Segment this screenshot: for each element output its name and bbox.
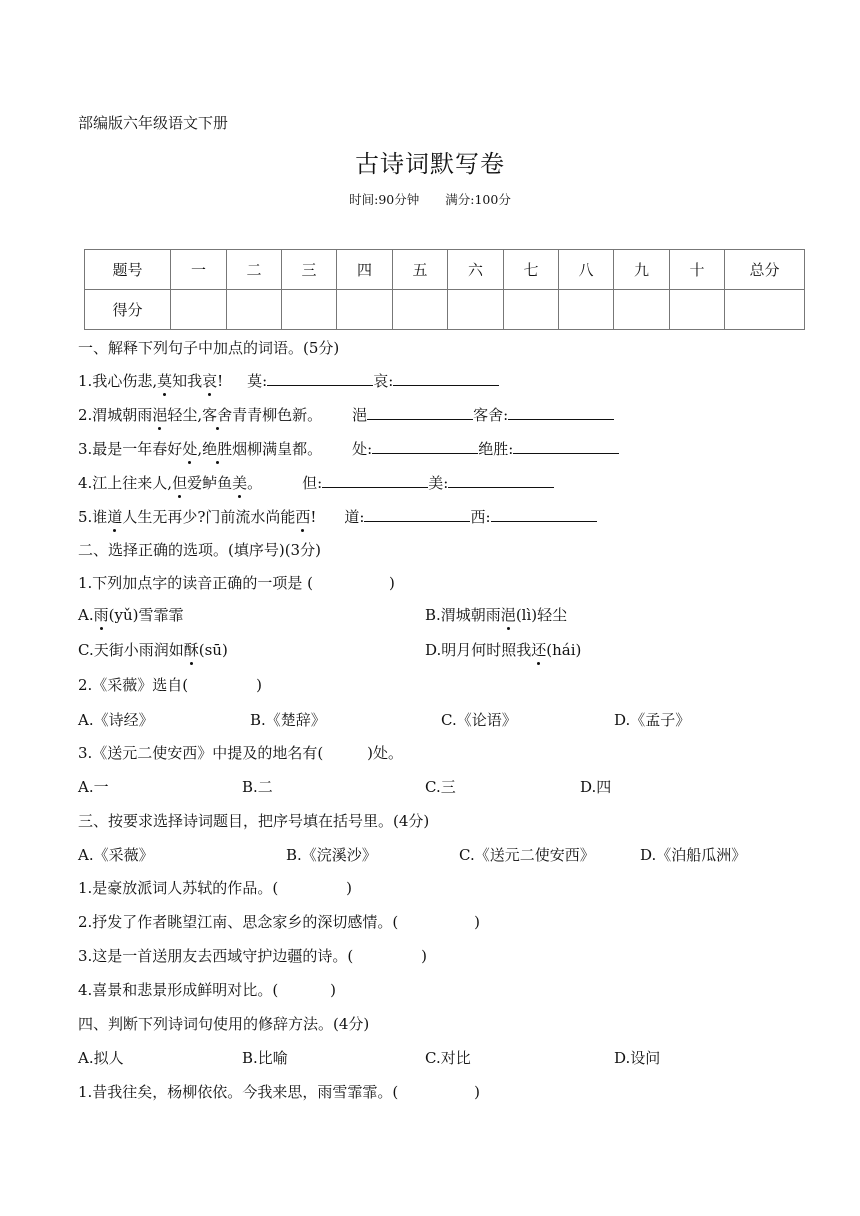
dotted-char: 莫 <box>157 372 173 390</box>
dotted-char: 绝胜 <box>202 440 233 458</box>
answer-blank[interactable] <box>322 471 428 488</box>
s4-question-1: 1.昔我往矣，杨柳依依。今我来思，雨雪霏霏。( ) <box>78 1083 481 1101</box>
dotted-char: 哀 <box>202 372 218 390</box>
score-header-cell: 三 <box>282 250 337 290</box>
s1-question-3: 3.最是一年春好处,绝胜烟柳满皇都。 处: 绝胜: <box>78 437 619 459</box>
s1-question-2: 2.渭城朝雨浥轻尘,客舍青青柳色新。 浥 客舍: <box>78 403 614 425</box>
s2-question-1: 1.下列加点字的读音正确的一项是 ( ) <box>78 574 395 592</box>
dotted-char: 酥 <box>183 641 199 659</box>
s1-question-5: 5.谁道人生无再少?门前流水尚能西! 道: 西: <box>78 505 597 527</box>
answer-blank[interactable] <box>267 369 373 386</box>
section-2-heading: 二、选择正确的选项。(填序号)(3分) <box>78 541 321 559</box>
s2-q1-option-c: C.天街小雨润如酥(sū) <box>78 641 228 659</box>
exam-time: 时间:90分钟 <box>349 192 420 207</box>
score-cell[interactable] <box>670 290 725 330</box>
score-cell[interactable] <box>504 290 559 330</box>
score-header-cell: 七 <box>504 250 559 290</box>
score-header-cell: 题号 <box>85 250 171 290</box>
s4-option: B.比喻 <box>242 1049 288 1067</box>
s3-option: B.《浣溪沙》 <box>286 846 377 864</box>
s3-option: C.《送元二使安西》 <box>459 846 595 864</box>
answer-blank[interactable] <box>393 369 499 386</box>
score-header-cell: 九 <box>614 250 670 290</box>
dotted-char: 浥 <box>500 606 516 624</box>
dotted-char: 还 <box>531 641 547 659</box>
answer-blank[interactable] <box>367 403 473 420</box>
s2-q3-option: D.四 <box>580 778 612 796</box>
s4-option: A.拟人 <box>78 1049 124 1067</box>
dotted-char: 道 <box>107 508 123 526</box>
score-cell[interactable] <box>559 290 614 330</box>
score-cell[interactable] <box>227 290 282 330</box>
s3-option: D.《泊船瓜洲》 <box>640 846 747 864</box>
s2-q2-option: C.《论语》 <box>441 711 517 729</box>
s1-question-1: 1.我心伤悲,莫知我哀! 莫: 哀: <box>78 369 499 391</box>
score-table-header-row <box>85 250 805 290</box>
s2-q3-option: B.二 <box>242 778 273 796</box>
score-header-cell: 总分 <box>725 250 805 290</box>
s1-question-4: 4.江上往来人,但爱鲈鱼美。 但: 美: <box>78 471 554 493</box>
answer-blank[interactable] <box>508 403 614 420</box>
answer-blank[interactable] <box>372 437 478 454</box>
score-table-score-row <box>85 290 805 330</box>
section-1-heading: 一、解释下列句子中加点的词语。(5分) <box>78 339 340 357</box>
score-header-cell: 一 <box>171 250 227 290</box>
score-header-cell: 六 <box>448 250 504 290</box>
s2-question-3: 3.《送元二使安西》中提及的地名有( )处。 <box>78 744 404 762</box>
page-title: 古诗词默写卷 <box>355 150 505 178</box>
answer-blank[interactable] <box>364 505 470 522</box>
s2-q1-option-a: A.雨(yǔ)雪霏霏 <box>78 606 184 624</box>
score-cell[interactable] <box>171 290 227 330</box>
s2-q3-option: C.三 <box>425 778 456 796</box>
s2-q3-option: A.一 <box>78 778 109 796</box>
score-cell[interactable] <box>282 290 337 330</box>
dotted-char: 西 <box>295 508 311 526</box>
s4-option: D.设问 <box>614 1049 661 1067</box>
dotted-char: 但 <box>172 474 188 492</box>
s3-question-3: 3.这是一首送朋友去西域守护边疆的诗。( ) <box>78 947 428 965</box>
s2-q1-option-d: D.明月何时照我还(hái) <box>425 641 582 659</box>
score-header-cell: 五 <box>393 250 448 290</box>
answer-blank[interactable] <box>491 505 597 522</box>
s3-option: A.《采薇》 <box>78 846 154 864</box>
s4-option: C.对比 <box>425 1049 471 1067</box>
exam-total-score: 满分:100分 <box>445 192 511 207</box>
answer-blank[interactable] <box>513 437 619 454</box>
score-cell[interactable] <box>393 290 448 330</box>
s2-question-2: 2.《采薇》选自( ) <box>78 676 263 694</box>
score-cell[interactable] <box>725 290 805 330</box>
header-note: 部编版六年级语文下册 <box>78 114 229 132</box>
dotted-char: 浥 <box>152 406 168 424</box>
score-cell[interactable] <box>337 290 393 330</box>
answer-blank[interactable] <box>448 471 554 488</box>
score-header-cell: 八 <box>559 250 614 290</box>
s3-question-4: 4.喜景和悲景形成鲜明对比。( ) <box>78 981 337 999</box>
s2-q2-option: B.《楚辞》 <box>250 711 326 729</box>
score-cell[interactable] <box>614 290 670 330</box>
dotted-char: 美 <box>232 474 248 492</box>
dotted-char: 处 <box>182 440 198 458</box>
s3-question-1: 1.是豪放派词人苏轼的作品。( ) <box>78 879 353 897</box>
score-row-label: 得分 <box>85 290 171 330</box>
score-header-cell: 四 <box>337 250 393 290</box>
s2-q2-option: D.《孟子》 <box>614 711 691 729</box>
score-header-cell: 十 <box>670 250 725 290</box>
section-4-heading: 四、判断下列诗词句使用的修辞方法。(4分) <box>78 1015 370 1033</box>
s3-question-2: 2.抒发了作者眺望江南、思念家乡的深切感情。( ) <box>78 913 481 931</box>
section-3-heading: 三、按要求选择诗词题目，把序号填在括号里。(4分) <box>78 812 430 830</box>
s2-q2-option: A.《诗经》 <box>78 711 154 729</box>
score-table <box>84 249 805 330</box>
score-cell[interactable] <box>448 290 504 330</box>
dotted-char: 雨 <box>93 606 109 624</box>
dotted-char: 客舍 <box>202 406 233 424</box>
score-header-cell: 二 <box>227 250 282 290</box>
exam-info <box>0 190 860 208</box>
s2-q1-option-b: B.渭城朝雨浥(lì)轻尘 <box>425 606 568 624</box>
